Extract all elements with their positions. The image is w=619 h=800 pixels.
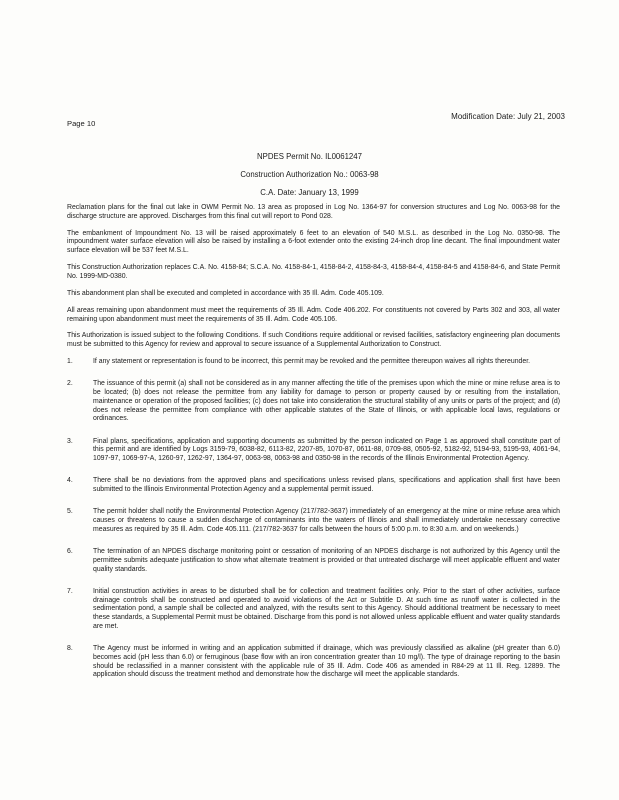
condition-number: 2. (67, 380, 73, 388)
condition-text: There shall be no deviations from the approved plans and specifications unless revised plans, specifications and application shall first have been submitted to the Illinois Environmental Protection Agency and a supplemental permit issued. (93, 477, 560, 494)
condition-item (67, 438, 560, 464)
condition-number: 8. (67, 645, 73, 653)
modification-date: Modification Date: July 21, 2003 (451, 112, 565, 121)
paragraph-reclamation-plans: Reclamation plans for the final cut lake in OWM Permit No. 13 area as proposed in Log No. 1364-97 for conversion structures and Log No. 0063-98 for the discharge structure are approved. Discharges from this final cut will report to Pond 028. (67, 204, 560, 220)
condition-text: The issuance of this permit (a) shall not be considered as in any manner affecting the title of the premises upon which the mine or mine refuse area is to be located; (b) does not release the permittee from any liability for damage to person or property caused by or resulting from the installation, maintenance or operation of the proposed facilities; (c) does not take into consideration the structural stability of any units or parts of the project; and (d) does not release the permittee from compliance with other applicable statutes of the State of Illinois, or with applicable local laws, regulations or ordinances. (93, 380, 560, 423)
condition-text: The Agency must be informed in writing and an application submitted if drainage, which was previously classified as alkaline (pH greater than 6.0) becomes acid (pH less than 6.0) or ferruginous (base flow with an iron concentration greater than 10 mg/l). The type of drainage reporting to the basin should be reclassified in a manner consistent with the applicable rule of 35 Ill. Adm. Code 406 as amended in R84-29 at 11 Ill. Reg. 12899. The application should discuss the treatment method and demonstrate how the discharge will meet the applicable standards. (93, 645, 560, 679)
paragraph-replacement: This Construction Authorization replaces C.A. No. 4158-84; S.C.A. No. 4158-84-1, 4158-84-2, 4158-84-3, 4158-84-4, 4158-84-5 and 4158-84-6, and State Permit No. 1999-MD-0380. (67, 264, 560, 280)
paragraph-remaining-areas: All areas remaining upon abandonment must meet the requirements of 35 Ill. Adm. Code 406.202. For constituents not covered by Parts 302 and 303, all water remaining upon abandonment must meet the requirements of 35 Ill. Adm. Code 405.106. (67, 306, 560, 323)
condition-number: 1. (67, 358, 73, 366)
condition-number: 5. (67, 508, 73, 516)
condition-item (67, 548, 560, 574)
condition-text: Initial construction activities in areas to be disturbed shall be for collection and treatment facilities only. Prior to the start of other activities, surface drainage controls shall be constructed and operated to avoid violations of the Act or Subtitle D. At such time as runoff water is collected in the sedimentation pond, a sample shall be collected and analyzed, with the results sent to this Agency. Should additional treatment be necessary to meet these standards, a Supplemental Permit must be obtained. Discharge from this pond is not allowed unless applicable effluent and water quality standards are met. (93, 587, 560, 630)
condition-number: 4. (67, 477, 73, 485)
condition-text: The termination of an NPDES discharge monitoring point or cessation of monitoring of an NPDES discharge is not authorized by this Agency until the permittee submits adequate justification to show what alternate treatment is provided or that untreated discharge will meet applicable effluent and water quality standards. (93, 548, 560, 573)
condition-item (67, 380, 560, 424)
paragraph-abandonment-plan: This abandonment plan shall be executed and completed in accordance with 35 Ill. Adm. Code 405.109. (67, 289, 384, 297)
condition-number: 6. (67, 548, 73, 556)
condition-item (67, 358, 560, 367)
condition-text: The permit holder shall notify the Environmental Protection Agency (217/782-3637) immediately of an emergency at the mine or mine refuse area which causes or threatens to cause a sudden discharge of contaminants into the waters of Illinois and shall immediately undertake necessary corrective measures as required by 35 Ill. Adm. Code 405.111. (217/782-3637 for calls between the hours of 5:00 p.m. to 8:30 a.m. and on weekends.) (93, 508, 560, 533)
paragraph-conditions-intro: This Authorization is issued subject to the following Conditions. If such Conditions require additional or revised facilities, satisfactory engineering plan documents must be submitted to this Agency for review and approval to secure issuance of a Supplemental Authorization to Construct. (67, 332, 560, 349)
condition-item (67, 477, 560, 495)
permit-number: NPDES Permit No. IL0061247 (257, 152, 362, 161)
condition-item (67, 645, 560, 680)
page-header (67, 112, 565, 128)
condition-item (67, 508, 560, 534)
condition-text: If any statement or representation is found to be incorrect, this permit may be revoked and the permittee thereupon waives all rights thereunder. (93, 358, 531, 366)
page-number: Page 10 (67, 119, 96, 128)
ca-date: C.A. Date: January 13, 1999 (260, 188, 359, 198)
condition-number: 3. (67, 437, 73, 445)
document-body (67, 204, 560, 694)
construction-authorization-number: Construction Authorization No.: 0063-98 (240, 170, 379, 180)
permit-title-block (0, 152, 619, 207)
paragraph-embankment: The embankment of Impoundment No. 13 will be raised approximately 6 feet to an elevation of 540 M.S.L. as described in the Log No. 0350-98. The impoundment water surface elevation will also be raised by installing a 6-foot extender onto the existing 24-inch drop line decant. The final impoundment water surface elevation will be 537 feet M.S.L. (67, 229, 560, 255)
condition-number: 7. (67, 587, 73, 595)
condition-item (67, 588, 560, 632)
condition-text: Final plans, specifications, application and supporting documents as submitted by the person indicated on Page 1 as approved shall constitute part of this permit and are identified by Logs 3159-79, 6038-82, 6113-82, 2207-85, 1070-87, 0611-88, 0709-88, 0505-92, 5182-92, 5194-93, 5195-93, 4061-94, 1097-97, 1069-97-A, 1260-97, 1262-97, 1364-97, 0063-98, 0063-98 and 0350-98 in the records of the Illinois Environmental Protection Agency. (93, 437, 560, 463)
